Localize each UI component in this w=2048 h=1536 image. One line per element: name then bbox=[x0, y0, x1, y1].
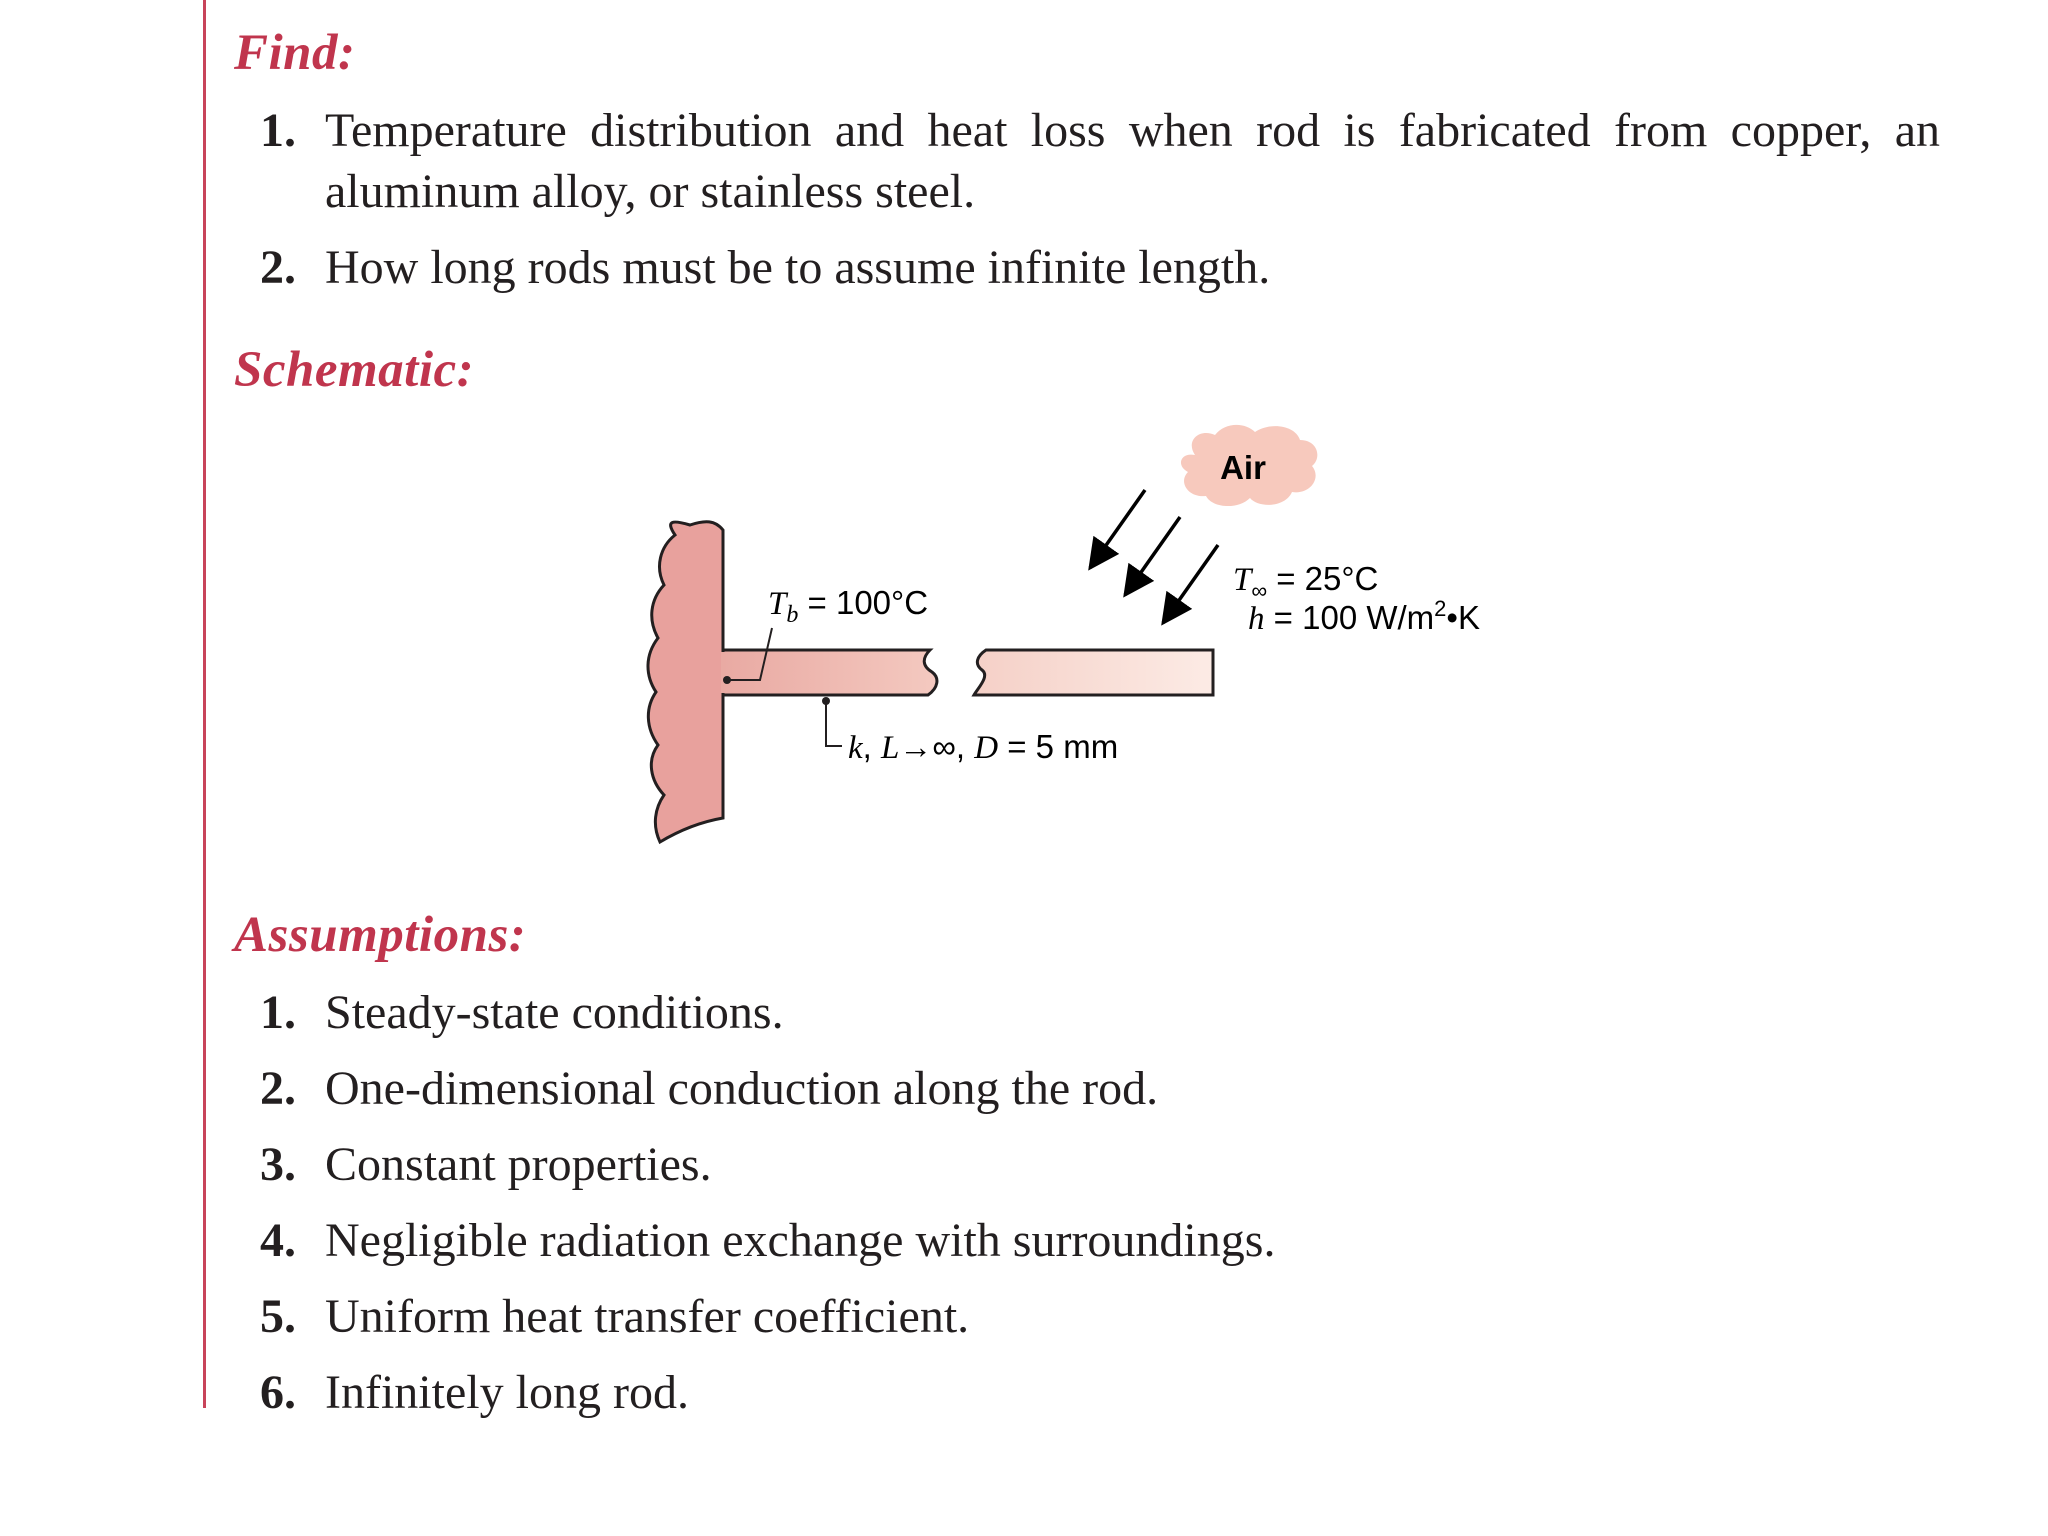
tinf-symbol: T bbox=[1233, 562, 1252, 598]
assumption-4-text: Negligible radiation exchange with surroundings. bbox=[325, 1214, 1276, 1267]
h-exponent: 2 bbox=[1434, 596, 1447, 621]
rod-leader-line bbox=[826, 701, 842, 746]
air-label: Air bbox=[1220, 449, 1266, 486]
tinf-label bbox=[1233, 560, 1378, 603]
find-heading: Find: bbox=[234, 25, 356, 81]
assumption-2-number: 2. bbox=[260, 1062, 296, 1115]
assumptions-heading: Assumptions: bbox=[234, 907, 527, 963]
assumption-2-text: One-dimensional conduction along the rod. bbox=[325, 1062, 1159, 1115]
tb-symbol: T bbox=[768, 586, 787, 622]
h-unit: •K bbox=[1446, 599, 1480, 636]
assumption-5-text: Uniform heat transfer coefficient. bbox=[325, 1290, 970, 1343]
rod-wall-junction bbox=[721, 652, 725, 693]
find-item-2-text: How long rods must be to assume infinite length. bbox=[325, 241, 1271, 294]
rod-D-value: = 5 mm bbox=[998, 728, 1119, 765]
tb-value: = 100°C bbox=[798, 584, 929, 621]
margin-rule bbox=[203, 0, 206, 1408]
tinf-value: = 25°C bbox=[1267, 560, 1379, 597]
assumption-6-number: 6. bbox=[260, 1366, 296, 1419]
rod-arrow-infinity: →∞, bbox=[899, 728, 975, 765]
assumption-3-number: 3. bbox=[260, 1138, 296, 1191]
h-label bbox=[1248, 596, 1480, 637]
find-item-1-number: 1. bbox=[260, 104, 296, 157]
wall-shape bbox=[648, 522, 723, 842]
tinf-subscript: ∞ bbox=[1251, 578, 1268, 603]
assumption-4-number: 4. bbox=[260, 1214, 296, 1267]
rod-L-symbol: L bbox=[881, 730, 900, 766]
air-flow-arrow-3 bbox=[1163, 545, 1218, 623]
rod-segment-right bbox=[974, 650, 1213, 695]
h-value: = 100 W/m bbox=[1264, 599, 1435, 636]
rod-segment-left bbox=[723, 650, 937, 695]
assumption-6-text: Infinitely long rod. bbox=[325, 1366, 689, 1419]
air-flow-arrow-1 bbox=[1090, 490, 1145, 568]
rod-k-symbol: k bbox=[848, 730, 863, 766]
find-item-2-number: 2. bbox=[260, 241, 296, 294]
h-symbol: h bbox=[1248, 601, 1265, 637]
assumption-1-number: 1. bbox=[260, 986, 296, 1039]
air-flow-arrow-2 bbox=[1125, 517, 1180, 595]
assumption-3-text: Constant properties. bbox=[325, 1138, 712, 1191]
assumption-1-text: Steady-state conditions. bbox=[325, 986, 784, 1039]
rod-properties-label: k, L→∞, D = 5 mm bbox=[848, 728, 1119, 766]
tb-subscript: b bbox=[786, 602, 799, 628]
rod-D-symbol: D bbox=[974, 730, 999, 766]
assumption-5-number: 5. bbox=[260, 1290, 296, 1343]
find-item-1-text: Temperature distribution and heat loss when rod is fabricated from copper, an aluminum alloy, or stainless steel. bbox=[325, 104, 1940, 218]
tb-label bbox=[768, 584, 928, 628]
schematic-diagram bbox=[600, 420, 1600, 840]
schematic-heading: Schematic: bbox=[234, 342, 475, 398]
